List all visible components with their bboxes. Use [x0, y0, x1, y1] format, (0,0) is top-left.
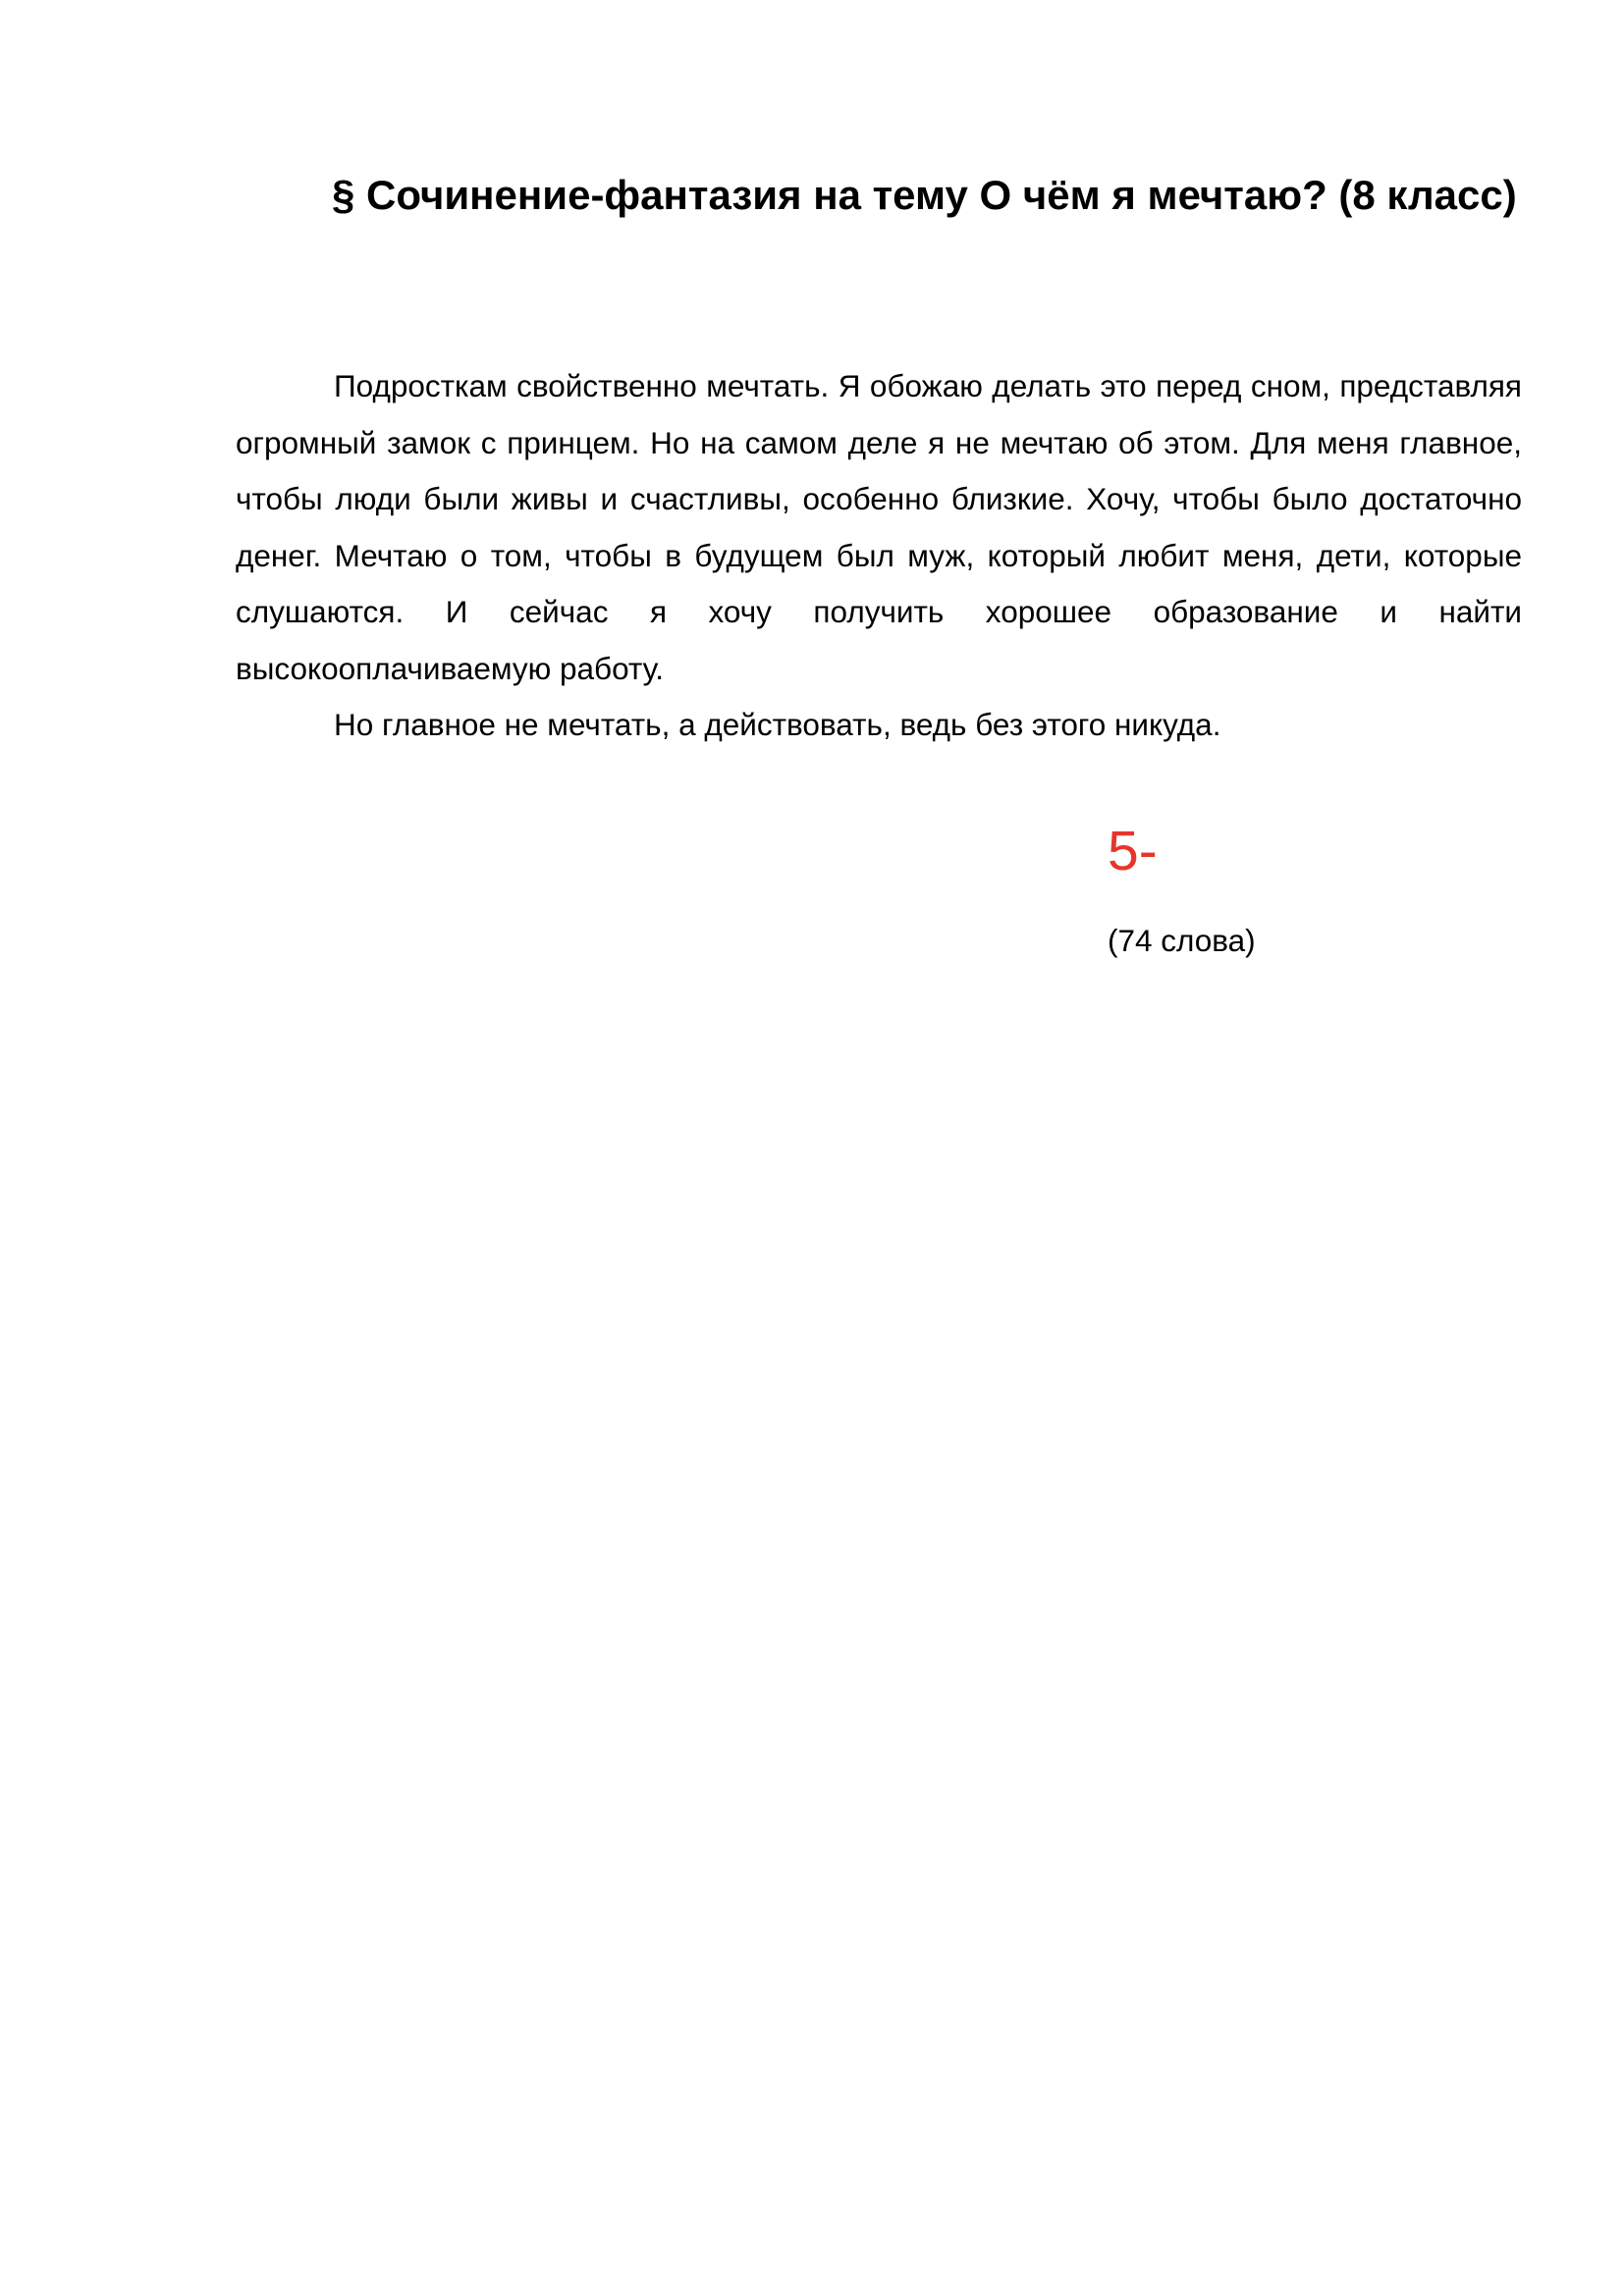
- word-count: (74 слова): [1108, 923, 1256, 958]
- grade-mark: 5-: [1108, 820, 1158, 882]
- essay-body: [236, 358, 1522, 754]
- essay-paragraph-1: Подросткам свойственно мечтать. Я обожаю делать это перед сном, представляя огромный замок с принцем. Но на самом деле я не мечтаю об этом. Для меня главное, чтобы люди были живы и счастливы, особенно близкие. Хочу, чтобы было достаточно денег. Мечтаю о том, чтобы в будущем был муж, который любит меня, дети, которые слушаются. И сейчас я хочу получить хорошее образование и найти высокооплачиваемую работу.: [236, 368, 1522, 686]
- essay-title: § Сочинение-фантазия на тему О чём я мечтаю? (8 класс): [332, 172, 1517, 218]
- essay-paragraph-2: Но главное не мечтать, а действовать, ведь без этого никуда.: [334, 707, 1221, 742]
